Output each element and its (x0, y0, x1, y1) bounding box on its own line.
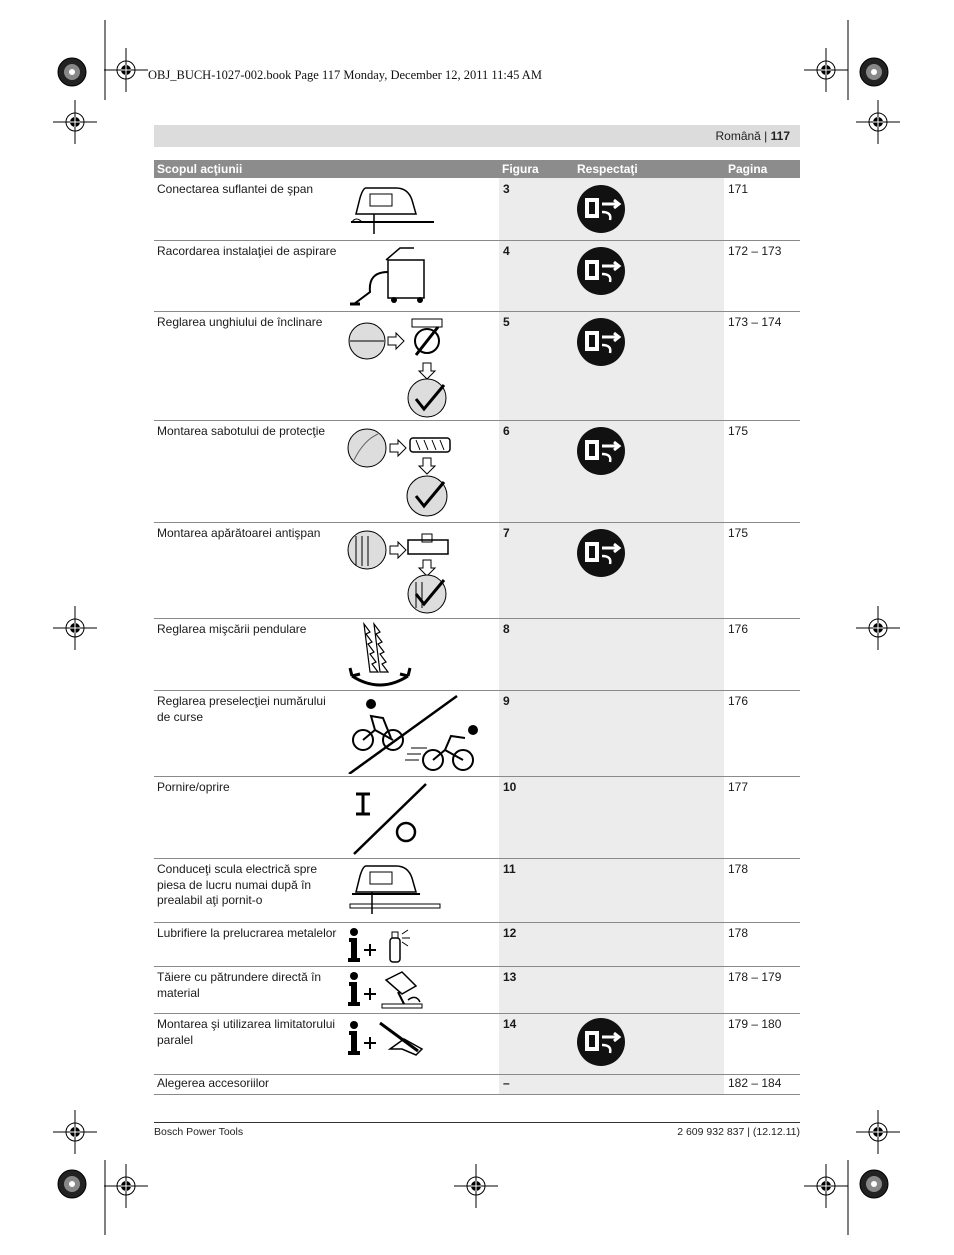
info-parallel-guide-icon (346, 1019, 426, 1063)
bevel-angle-icon (346, 315, 456, 419)
footer-brand: Bosch Power Tools (154, 1126, 244, 1138)
row-figure: 7 (503, 526, 510, 540)
row-figure: 3 (503, 182, 510, 196)
header-observe: Respectaţi (577, 162, 638, 176)
on-off-icon (350, 780, 430, 856)
row-page: 172 – 173 (728, 244, 782, 258)
row-figure: 10 (503, 780, 517, 794)
row-figure: 5 (503, 315, 510, 329)
row-scope: Reglarea preselecţiei numărului de curse (157, 694, 326, 724)
row-figure: 14 (503, 1017, 517, 1031)
row-figure: 8 (503, 622, 510, 636)
table-header (154, 160, 800, 178)
row-scope: Montarea şi utilizarea limitatorului paralel (157, 1017, 336, 1047)
row-page: 171 (728, 182, 749, 196)
table-row (154, 922, 800, 967)
row-figure: 9 (503, 694, 510, 708)
row-figure: 4 (503, 244, 510, 258)
table-row (154, 966, 800, 1014)
info-plunge-cut-icon (346, 970, 426, 1012)
unplug-icon (574, 246, 628, 296)
unplug-icon (574, 528, 628, 578)
row-figure: 11 (503, 862, 516, 876)
table-row (154, 618, 800, 691)
protective-shoe-icon (346, 424, 456, 520)
table-row (154, 420, 800, 523)
page-number: 117 (770, 129, 790, 143)
header-scope: Scopul acţiunii (157, 162, 243, 176)
unplug-icon (574, 1017, 628, 1067)
row-scope: Alegerea accesoriilor (157, 1076, 270, 1090)
table-row (154, 240, 800, 312)
row-scope: Montarea sabotului de protecţie (157, 424, 326, 438)
action-table (154, 160, 800, 1095)
footer-doc-number: 2 609 932 837 | (12.12.11) (677, 1126, 800, 1138)
unplug-icon (574, 317, 628, 367)
row-page: 176 (728, 622, 749, 636)
table-row (154, 178, 800, 241)
page-header-band (154, 125, 800, 147)
stroke-rate-cyclist-icon (347, 692, 497, 774)
anti-splinter-guard-icon (346, 526, 456, 616)
info-lubricant-icon (346, 926, 416, 966)
row-scope: Reglarea unghiului de înclinare (157, 315, 323, 329)
row-page: 178 – 179 (728, 970, 782, 984)
unplug-icon (574, 184, 628, 234)
row-scope: Conectarea suflantei de şpan (157, 182, 314, 196)
row-scope: Reglarea mişcării pendulare (157, 622, 307, 636)
page-header-language: Română | 117 (715, 129, 790, 143)
footer-rule (154, 1122, 800, 1123)
row-page: 177 (728, 780, 749, 794)
row-page: 178 (728, 926, 749, 940)
header-figure: Figura (502, 162, 539, 176)
row-page: 178 (728, 862, 749, 876)
table-row (154, 1013, 800, 1075)
header-page: Pagina (728, 162, 768, 176)
table-row (154, 690, 800, 777)
row-page: 173 – 174 (728, 315, 782, 329)
row-page: 175 (728, 526, 749, 540)
row-page: 179 – 180 (728, 1017, 782, 1031)
row-scope: Conduceţi scula electrică spre piesa de lucru numai după în prealabil aţi pornit-o (157, 862, 318, 907)
row-scope: Tăiere cu pătrundere directă în material (157, 970, 322, 1000)
row-scope: Montarea apărătoarei antişpan (157, 526, 321, 540)
language-label: Română (715, 129, 761, 143)
row-page: 176 (728, 694, 749, 708)
table-row (154, 858, 800, 923)
table-row (154, 1074, 800, 1095)
book-file-header: OBJ_BUCH-1027-002.book Page 117 Monday, December 12, 2011 11:45 AM (148, 68, 542, 82)
table-row (154, 522, 800, 619)
table-row (154, 776, 800, 859)
row-figure: 13 (503, 970, 517, 984)
row-figure: 12 (503, 926, 517, 940)
row-scope: Lubrifiere la prelucrarea metalelor (157, 926, 337, 940)
row-scope: Racordarea instalaţiei de aspirare (157, 244, 337, 258)
table-row (154, 311, 800, 421)
unplug-icon (574, 426, 628, 476)
row-figure: – (503, 1076, 510, 1090)
row-page: 175 (728, 424, 749, 438)
jigsaw-workpiece-icon (346, 862, 441, 920)
pendulum-action-icon (346, 622, 416, 690)
row-page: 182 – 184 (728, 1076, 782, 1090)
jigsaw-blower-icon (346, 182, 436, 238)
row-figure: 6 (503, 424, 510, 438)
vacuum-cleaner-icon (346, 244, 436, 308)
row-scope: Pornire/oprire (157, 780, 230, 794)
